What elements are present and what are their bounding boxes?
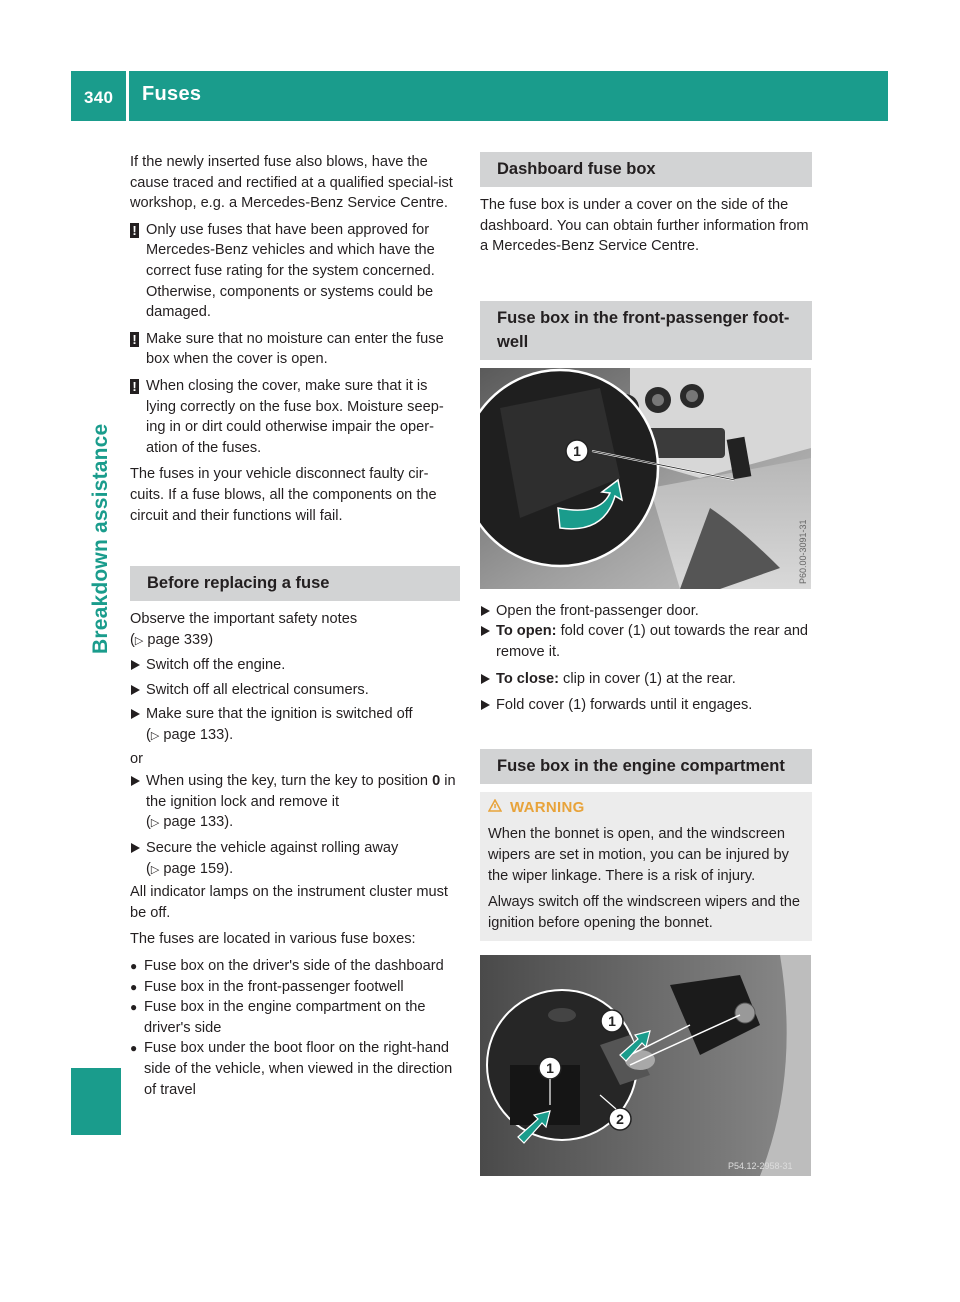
- or-text: or: [130, 750, 143, 767]
- step-text: Switch off the engine.: [146, 657, 286, 674]
- exclamation-icon: !: [130, 379, 139, 394]
- located-paragraph: The fuses are located in various fuse boxes:: [130, 931, 416, 948]
- page-reference-icon: ▷: [134, 634, 144, 647]
- step-arrow-icon: [481, 674, 490, 684]
- page-title: Fuses: [142, 83, 202, 105]
- bullet-icon: ●: [130, 959, 138, 973]
- safety-notes-text: Observe the important safety notes: [130, 611, 358, 628]
- engine-illustration: [480, 955, 811, 1176]
- page-reference[interactable]: page 133: [163, 814, 225, 831]
- step-text: When using the key, turn the key to position: [146, 773, 433, 790]
- list-item-text: Fuse box on the driver's side of the dashboard: [144, 958, 444, 974]
- step-text: Fold cover: [496, 697, 569, 714]
- callout-1-icon: (: [627, 623, 633, 640]
- section-heading-dashboard: Dashboard fuse box: [480, 152, 812, 187]
- instruction-step: When using the key, turn the key to position 0 in the ignition lock and remove it (▷ page 133).: [130, 771, 460, 834]
- instruction-step: Make sure that the ignition is switched off (▷ page 133).: [130, 704, 460, 746]
- section-heading-engine: Fuse box in the engine compartment: [480, 749, 812, 784]
- header-separator: [126, 71, 129, 121]
- instruction-step: Secure the vehicle against rolling away (▷ page 159).: [130, 838, 460, 880]
- warning-box: [480, 792, 812, 942]
- step-text: fold cover: [556, 623, 628, 640]
- callout-label: 1: [546, 1060, 554, 1077]
- note-text: Make sure that no moisture can enter the fuse box when the cover is open.: [146, 330, 444, 368]
- instruction-step: [480, 621, 812, 662]
- step-text: at the rear.: [662, 670, 736, 687]
- exclamation-icon: !: [130, 332, 139, 347]
- list-item-text: Fuse box in the front-passenger footwell: [144, 978, 404, 995]
- warning-paragraph: Always switch off the windscreen wipers and the ignition before opening the bonnet.: [488, 894, 801, 931]
- footwell-fuse-box-image: [480, 368, 811, 589]
- footwell-illustration: [480, 368, 811, 589]
- caution-note: [130, 376, 460, 458]
- callout-1-icon: (: [568, 697, 574, 714]
- key-position: 0: [432, 773, 441, 790]
- step-text: in the ignition lock and remove it: [146, 773, 456, 810]
- bullet-icon: ●: [130, 979, 138, 994]
- step-bold-label: To open:: [496, 623, 557, 640]
- list-item: [130, 1038, 460, 1100]
- page-reference[interactable]: page 159: [163, 860, 225, 877]
- page-reference-icon: ▷: [150, 817, 160, 830]
- step-bold-label: To close:: [496, 670, 559, 687]
- step-arrow-icon: [131, 685, 140, 695]
- list-item: [130, 977, 460, 998]
- indicator-paragraph: All indicator lamps on the instrument cluster must be off.: [130, 884, 448, 921]
- list-item-text: Fuse box in the engine compartment on the driver's side: [144, 999, 426, 1036]
- figure-code: P54.12-2958-31: [728, 1161, 793, 1172]
- list-item-text: Fuse box under the boot floor on the right-hand side of the vehicle, when viewed in the direction of travel: [144, 1040, 453, 1098]
- caution-note: [130, 329, 460, 370]
- section-heading-footwell: Fuse box in the front-passenger foot-well: [480, 301, 812, 360]
- step-arrow-icon: [131, 843, 140, 853]
- step-arrow-icon: [481, 606, 490, 616]
- step-text: forwards until it engages.: [586, 697, 753, 714]
- page-reference-icon: ▷: [150, 730, 160, 743]
- instruction-step: [480, 601, 812, 622]
- callout-label: 1: [573, 442, 581, 459]
- page-reference[interactable]: page 133: [163, 727, 225, 744]
- disconnect-paragraph: The fuses in your vehicle disconnect faulty cir-cuits. If a fuse blows, all the components on the circuit and their functions will fail.: [130, 466, 437, 524]
- callout-1-icon: ): [640, 623, 646, 640]
- instruction-step: [480, 669, 812, 690]
- callout-label: 1: [573, 697, 582, 714]
- step-arrow-icon: [131, 776, 140, 786]
- callout-1-icon: ): [581, 697, 587, 714]
- chapter-side-label: Breakdown assistance: [89, 423, 112, 654]
- instruction-step: [130, 680, 460, 701]
- callout-label: 1: [649, 670, 658, 687]
- step-text: Switch off all electrical consumers.: [146, 681, 369, 698]
- step-text: Make sure that the ignition is switched off: [146, 706, 413, 723]
- chapter-side-block: [71, 1068, 121, 1135]
- left-column: [130, 152, 460, 1100]
- note-text: Only use fuses that have been approved for Mercedes-Benz vehicles and which have the correct fuse rating for the system concerned. Otherwise, components or systems could be damaged.: [146, 221, 435, 321]
- callout-label: 2: [616, 1111, 624, 1128]
- page-header: [71, 71, 888, 121]
- safety-notes-paragraph: Observe the important safety notes (▷ page 339): [130, 611, 358, 648]
- warning-triangle-icon: [488, 798, 502, 819]
- page-reference[interactable]: page 339: [147, 631, 209, 648]
- instruction-step: [480, 695, 812, 716]
- bullet-icon: ●: [130, 1041, 138, 1056]
- warning-paragraph: When the bonnet is open, and the windscreen wipers are set in motion, you can be injured by the wiper linkage. There is a risk of injury.: [488, 826, 789, 884]
- dashboard-paragraph: The fuse box is under a cover on the side of the dashboard. You can obtain further information from a Mercedes-Benz Service Centre.: [480, 197, 809, 255]
- step-text: Open the front-passenger door.: [496, 602, 699, 619]
- page-number: 340: [84, 88, 114, 107]
- warning-label: WARNING: [510, 798, 585, 816]
- warning-heading: [488, 798, 804, 819]
- engine-fuse-box-image: [480, 955, 811, 1176]
- step-text: clip in cover: [558, 670, 645, 687]
- callout-label: 1: [632, 623, 641, 640]
- step-text: Secure the vehicle against rolling away: [146, 840, 399, 857]
- page-reference-icon: ▷: [150, 863, 160, 876]
- section-heading-before-replacing: Before replacing a fuse: [130, 566, 460, 601]
- callout-label: 1: [608, 1013, 616, 1030]
- intro-paragraph: If the newly inserted fuse also blows, have the cause traced and rectified at a qualified special-ist workshop, e.g. a Mercedes-Benz Service Centre.: [130, 154, 453, 212]
- instruction-step: [130, 655, 460, 676]
- right-column: [480, 152, 812, 1176]
- bullet-icon: ●: [130, 1000, 138, 1015]
- step-arrow-icon: [481, 700, 490, 710]
- caution-note: [130, 220, 460, 323]
- step-arrow-icon: [481, 626, 490, 636]
- exclamation-icon: !: [130, 223, 139, 238]
- figure-code: P60.00-3091-31: [798, 519, 808, 584]
- step-text: out towards the rear and remove it.: [496, 623, 809, 660]
- callout-1-icon: ): [657, 670, 663, 687]
- step-arrow-icon: [131, 709, 140, 719]
- step-arrow-icon: [131, 660, 140, 670]
- note-text: When closing the cover, make sure that it is lying correctly on the fuse box. Moisture seep-ing in or dirt could otherwise impair the oper-ation of the fuses.: [146, 377, 444, 456]
- list-item: [130, 956, 460, 977]
- list-item: [130, 997, 460, 1038]
- callout-1-icon: (: [644, 670, 650, 687]
